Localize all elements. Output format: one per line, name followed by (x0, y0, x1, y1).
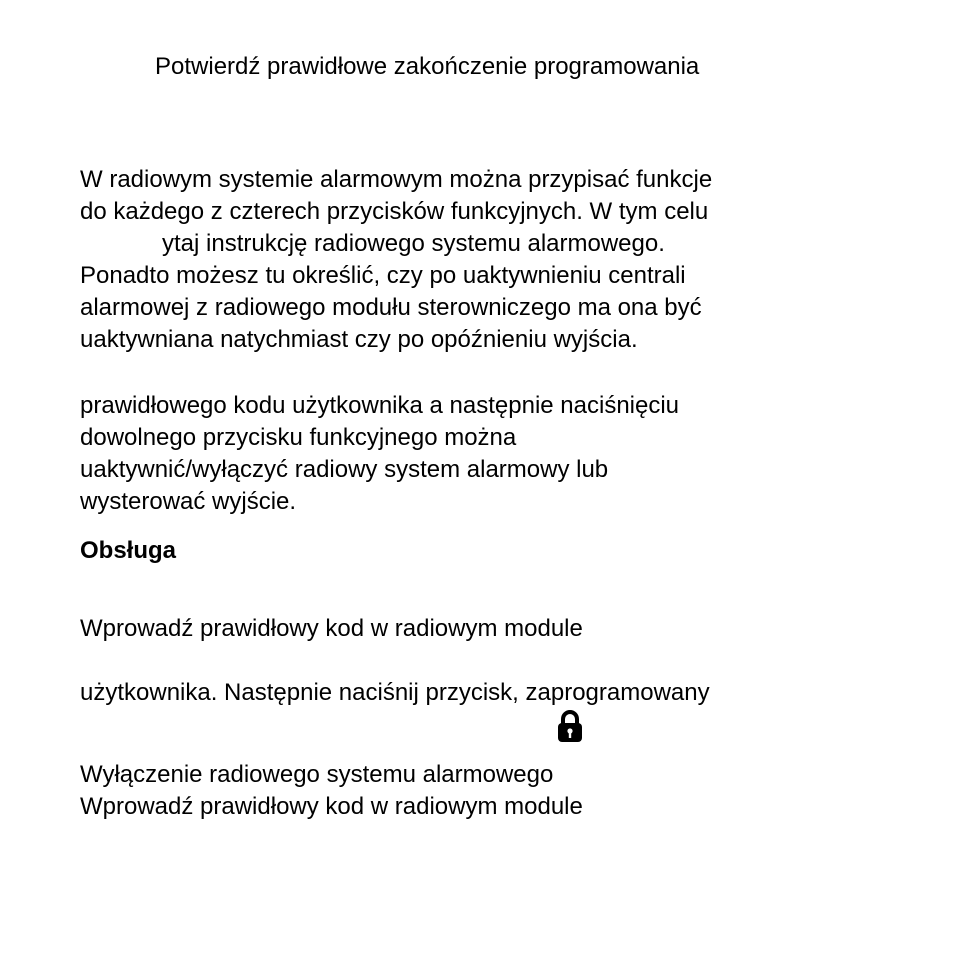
intro-line: uaktywniana natychmiast czy po opóźnieniu wyjścia. (80, 326, 638, 353)
off-section-title: Wyłączenie radiowego systemu alarmowego (80, 761, 554, 788)
page-header: Potwierdź prawidłowe zakończenie programowania (155, 53, 700, 80)
intro-line: Ponadto możesz tu określić, czy po uaktywnieniu centrali (80, 262, 686, 289)
operation-line: Wprowadź prawidłowy kod w radiowym module (80, 615, 583, 642)
intro-line: do każdego z czterech przycisków funkcyjnych. W tym celu (80, 198, 709, 225)
intro-line: alarmowej z radiowego modułu sterowniczego ma ona być (80, 294, 702, 321)
off-operation-line: Wprowadź prawidłowy kod w radiowym module (80, 793, 583, 820)
intro-line: ytaj instrukcję radiowego systemu alarmowego. (162, 230, 665, 257)
paragraph-line: dowolnego przycisku funkcyjnego można (80, 424, 517, 451)
intro-line: W radiowym systemie alarmowym można przypisać funkcje (80, 166, 713, 193)
padlock-icon (557, 709, 583, 743)
paragraph-line: uaktywnić/wyłączyć radiowy system alarmowy lub (80, 456, 609, 483)
paragraph-line: prawidłowego kodu użytkownika a następnie naciśnięciu (80, 392, 680, 419)
section-title: Obsługa (80, 537, 177, 564)
paragraph-line: wysterować wyjście. (80, 488, 297, 515)
operation-line: użytkownika. Następnie naciśnij przycisk, zaprogramowany (80, 679, 710, 706)
